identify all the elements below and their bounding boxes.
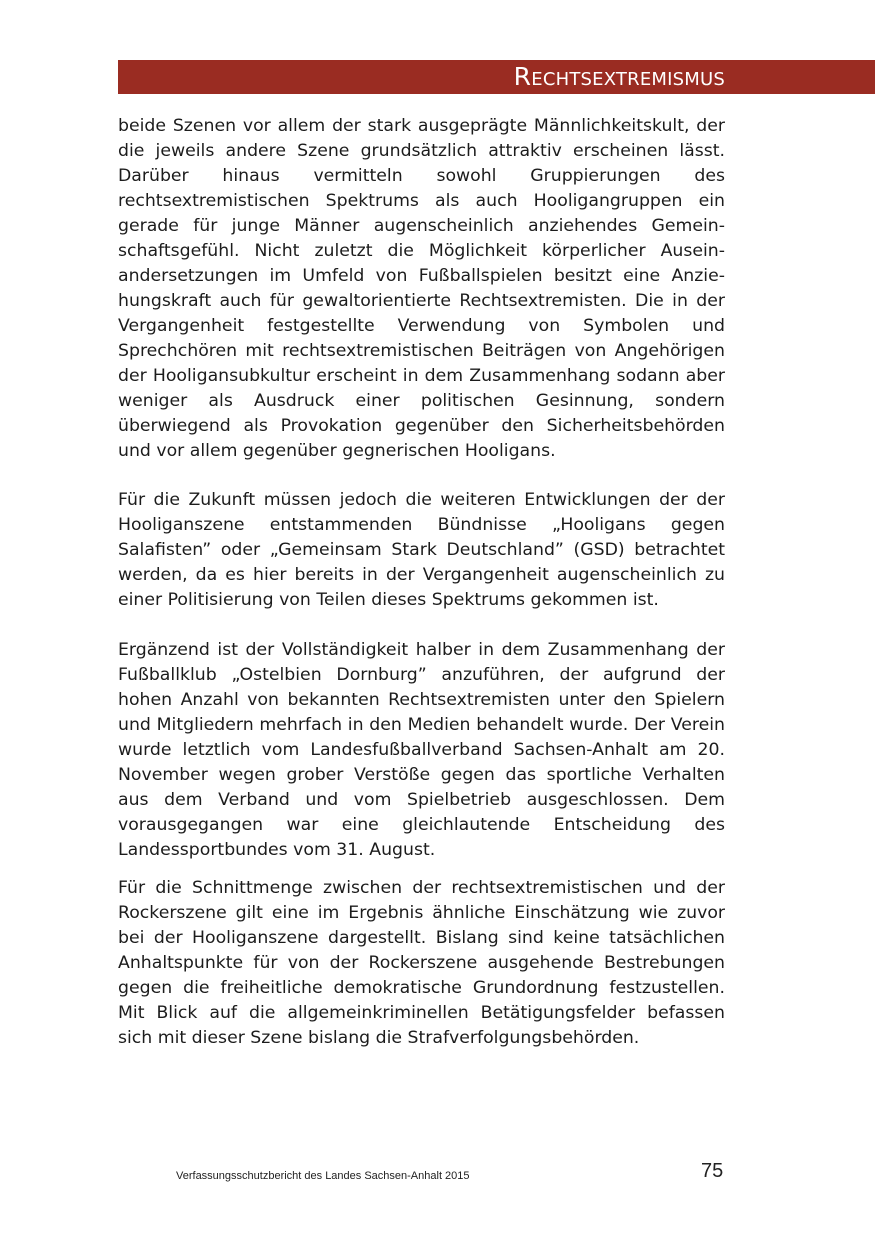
- section-header-bar: [118, 60, 875, 94]
- body-text: [118, 114, 725, 1051]
- page-number: 75: [701, 1160, 724, 1182]
- paragraph: Ergänzend ist der Vollständigkeit halber in dem Zusammenhang der Fußballklub „Ostelbien Dornburg” anzuführen, der aufgrund der hohen Anzahl von bekannten Rechtsextremisten unter den Spielern und Mitgliedern mehrfach in den Medien behandelt wurde. Der Verein wurde letztlich vom Landesfußballverband Sachsen-Anhalt am 20. November wegen grober Verstöße gegen das sportliche Verhalten aus dem Verband und vom Spielbetrieb ausgeschlossen. Dem vorausgegangen war eine gleichlautende Entscheidung des Landessportbundes vom 31. August.: [118, 640, 725, 860]
- section-title: Rechtsextremismus: [513, 62, 725, 91]
- footer-publication: Verfassungsschutzbericht des Landes Sachsen-Anhalt 2015: [176, 1170, 470, 1182]
- paragraph: Für die Zukunft müssen jedoch die weiteren Entwicklungen der der Hooliganszene entstammenden Bündnisse „Hooligans gegen Salafisten” oder „Gemeinsam Stark Deutschland” (GSD) betrachtet werden, da es hier bereits in der Vergangenheit augenscheinlich zu einer Politisierung von Teilen dieses Spektrums gekommen ist.: [118, 490, 725, 610]
- paragraph: Für die Schnittmenge zwischen der rechtsextremistischen und der Rockerszene gilt eine im Ergebnis ähnliche Einschätzung wie zuvor bei der Hooliganszene dargestellt. Bislang sind keine tatsächlichen Anhaltspunkte für von der Rockerszene ausgehende Bestrebungen gegen die freiheitliche demokratische Grundordnung festzustellen. Mit Blick auf die allgemeinkriminellen Betätigungsfelder befassen sich mit dieser Szene bislang die Strafverfolgungsbehörden.: [118, 878, 725, 1048]
- paragraph: beide Szenen vor allem der stark ausgeprägte Männlichkeitskult, der die jeweils andere Szene grundsätzlich attraktiv erscheinen lässt. Darüber hinaus vermitteln sowohl Gruppierungen des rechtsextremistischen Spektrums als auch Hooligangruppen ein gerade für junge Männer augenscheinlich anziehendes Gemeinschaftsgefühl. Nicht zuletzt die Möglichkeit körperlicher Auseinandersetzungen im Umfeld von Fußballspielen besitzt eine Anziehungskraft auch für gewaltorientierte Rechtsextremisten. Die in der Vergangenheit festgestellte Verwendung von Symbolen und Sprechchören mit rechtsextremistischen Beiträgen von Angehörigen der Hooligansubkultur erscheint in dem Zusammenhang sodann aber weniger als Ausdruck einer politischen Gesinnung, sondern überwiegend als Provokation gegenüber den Sicherheitsbehörden und vor allem gegenüber gegnerischen Hooligans.: [118, 116, 725, 461]
